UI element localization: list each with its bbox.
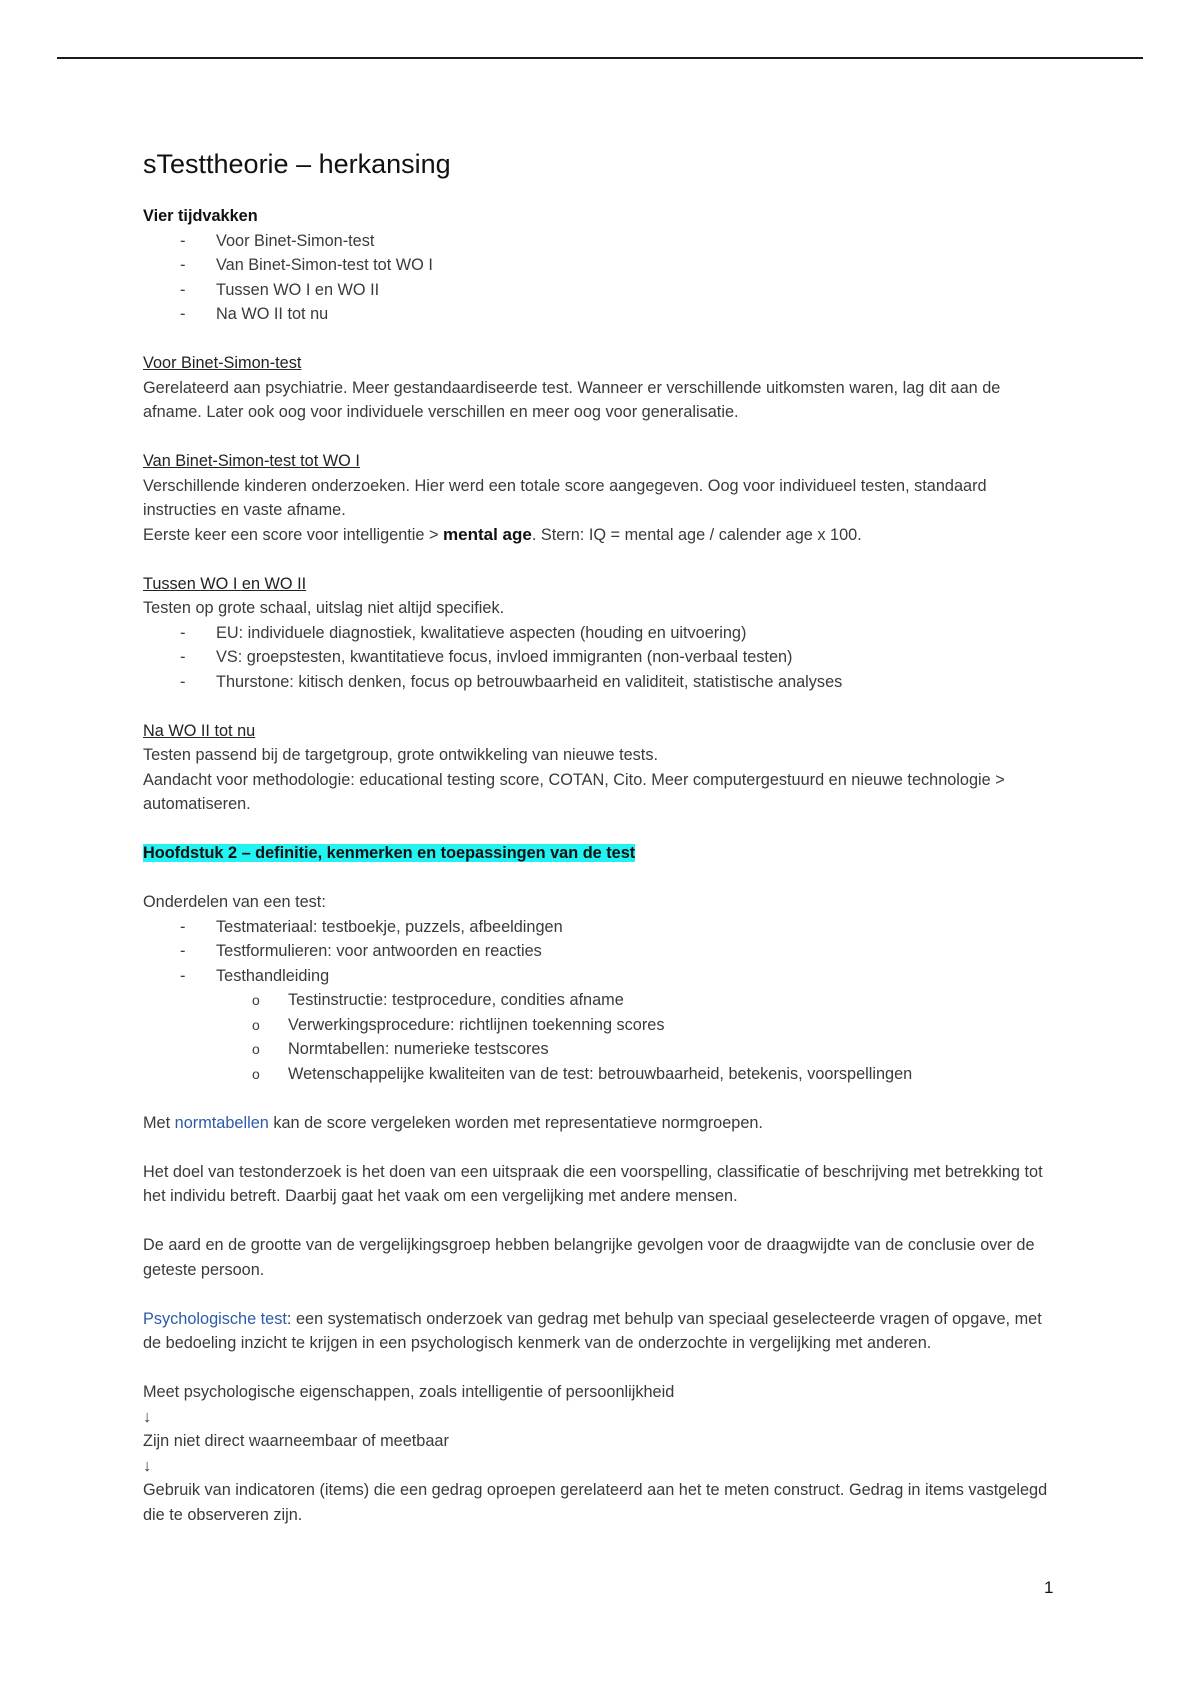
list-item: - Testhandleiding — [143, 964, 1063, 989]
tijdvakken-list — [143, 229, 1063, 327]
document-title: sTesttheorie – herkansing — [143, 149, 451, 179]
down-arrow-icon: ↓ — [143, 1456, 152, 1475]
list-item: o Wetenschappelijke kwaliteiten van de test: betrouwbaarheid, betekenis, voorspellingen — [143, 1062, 1063, 1087]
paragraph: Onderdelen van een test: — [143, 893, 326, 911]
paragraph: Gerelateerd aan psychiatrie. Meer gestandaardiseerde test. Wanneer er verschillende uitkomsten waren, lag dit aan de afname. Later ook oog voor individuele verschillen en meer oog voor generalisatie. — [143, 378, 1001, 421]
normtabellen-term: normtabellen — [174, 1113, 269, 1132]
list-item: o Normtabellen: numerieke testscores — [143, 1037, 1063, 1062]
paragraph: Verschillende kinderen onderzoeken. Hier werd een totale score aangegeven. Oog voor individueel testen, standaard instructies en vaste afname. — [143, 476, 987, 519]
list-item: - Tussen WO I en WO II — [143, 278, 1063, 303]
paragraph: Testen op grote schaal, uitslag niet altijd specifiek. — [143, 599, 505, 617]
subheading-na-wo: Na WO II tot nu — [143, 721, 256, 740]
document-page — [143, 144, 1063, 1527]
paragraph: Testen passend bij de targetgroup, grote ontwikkeling van nieuwe tests. — [143, 746, 658, 764]
list-item: o Verwerkingsprocedure: richtlijnen toekenning scores — [143, 1013, 1063, 1038]
psychologische-test-term: Psychologische test — [143, 1309, 287, 1328]
top-rule — [57, 57, 1143, 59]
paragraph: Psychologische test: een systematisch onderzoek van gedrag met behulp van speciaal geselecteerde vragen of opgave, met de bedoeling inzicht te krijgen in een psychologisch kenmerk van de onderzochte in vergelijking met anderen. — [143, 1309, 1042, 1352]
list-item: - Voor Binet-Simon-test — [143, 229, 1063, 254]
paragraph: Gebruik van indicatoren (items) die een gedrag oproepen gerelateerd aan het te meten construct. Gedrag in items vastgelegd die te observeren zijn. — [143, 1481, 1048, 1524]
paragraph: Aandacht voor methodologie: educational testing score, COTAN, Cito. Meer computergestuurd en nieuwe technologie > automatiseren. — [143, 770, 1005, 813]
paragraph: Zijn niet direct waarneembaar of meetbaar — [143, 1432, 449, 1450]
section-heading-tijdvakken: Vier tijdvakken — [143, 207, 258, 225]
onderdelen-list — [143, 915, 1063, 989]
list-item: - Thurstone: kitisch denken, focus op betrouwbaarheid en validiteit, statistische analyses — [143, 670, 1063, 695]
list-item: - EU: individuele diagnostiek, kwalitatieve aspecten (houding en uitvoering) — [143, 621, 1063, 646]
paragraph: Meet psychologische eigenschappen, zoals intelligentie of persoonlijkheid — [143, 1383, 675, 1401]
chapter-heading: Hoofdstuk 2 – definitie, kenmerken en toepassingen van de test — [143, 844, 636, 862]
paragraph: Met normtabellen kan de score vergeleken worden met representatieve normgroepen. — [143, 1113, 763, 1132]
list-item: - Testformulieren: voor antwoorden en reacties — [143, 939, 1063, 964]
mental-age-term: mental age — [443, 524, 532, 544]
list-item: - VS: groepstesten, kwantitatieve focus, invloed immigranten (non-verbaal testen) — [143, 645, 1063, 670]
subheading-voor-binet: Voor Binet-Simon-test — [143, 354, 302, 372]
down-arrow-icon: ↓ — [143, 1407, 152, 1426]
paragraph: Het doel van testonderzoek is het doen van een uitspraak die een voorspelling, classificatie of beschrijving met betrekking tot het individu betreft. Daarbij gaat het vaak om een vergelijking met andere mensen. — [143, 1162, 1043, 1205]
list-item: - Na WO II tot nu — [143, 302, 1063, 327]
paragraph: Eerste keer een score voor intelligentie > mental age. Stern: IQ = mental age / calender age x 100. — [143, 524, 862, 544]
list-item: - Testmateriaal: testboekje, puzzels, afbeeldingen — [143, 915, 1063, 940]
tussen-wo-list — [143, 621, 1063, 695]
page-number: 1 — [1044, 1578, 1054, 1597]
list-item: - Van Binet-Simon-test tot WO I — [143, 253, 1063, 278]
subheading-tussen-wo: Tussen WO I en WO II — [143, 574, 307, 593]
paragraph: De aard en de grootte van de vergelijkingsgroep hebben belangrijke gevolgen voor de draagwijdte van de conclusie over de geteste persoon. — [143, 1236, 1035, 1279]
list-item: o Testinstructie: testprocedure, condities afname — [143, 988, 1063, 1013]
testhandleiding-list — [143, 988, 1063, 1086]
subheading-van-binet: Van Binet-Simon-test tot WO I — [143, 452, 360, 470]
